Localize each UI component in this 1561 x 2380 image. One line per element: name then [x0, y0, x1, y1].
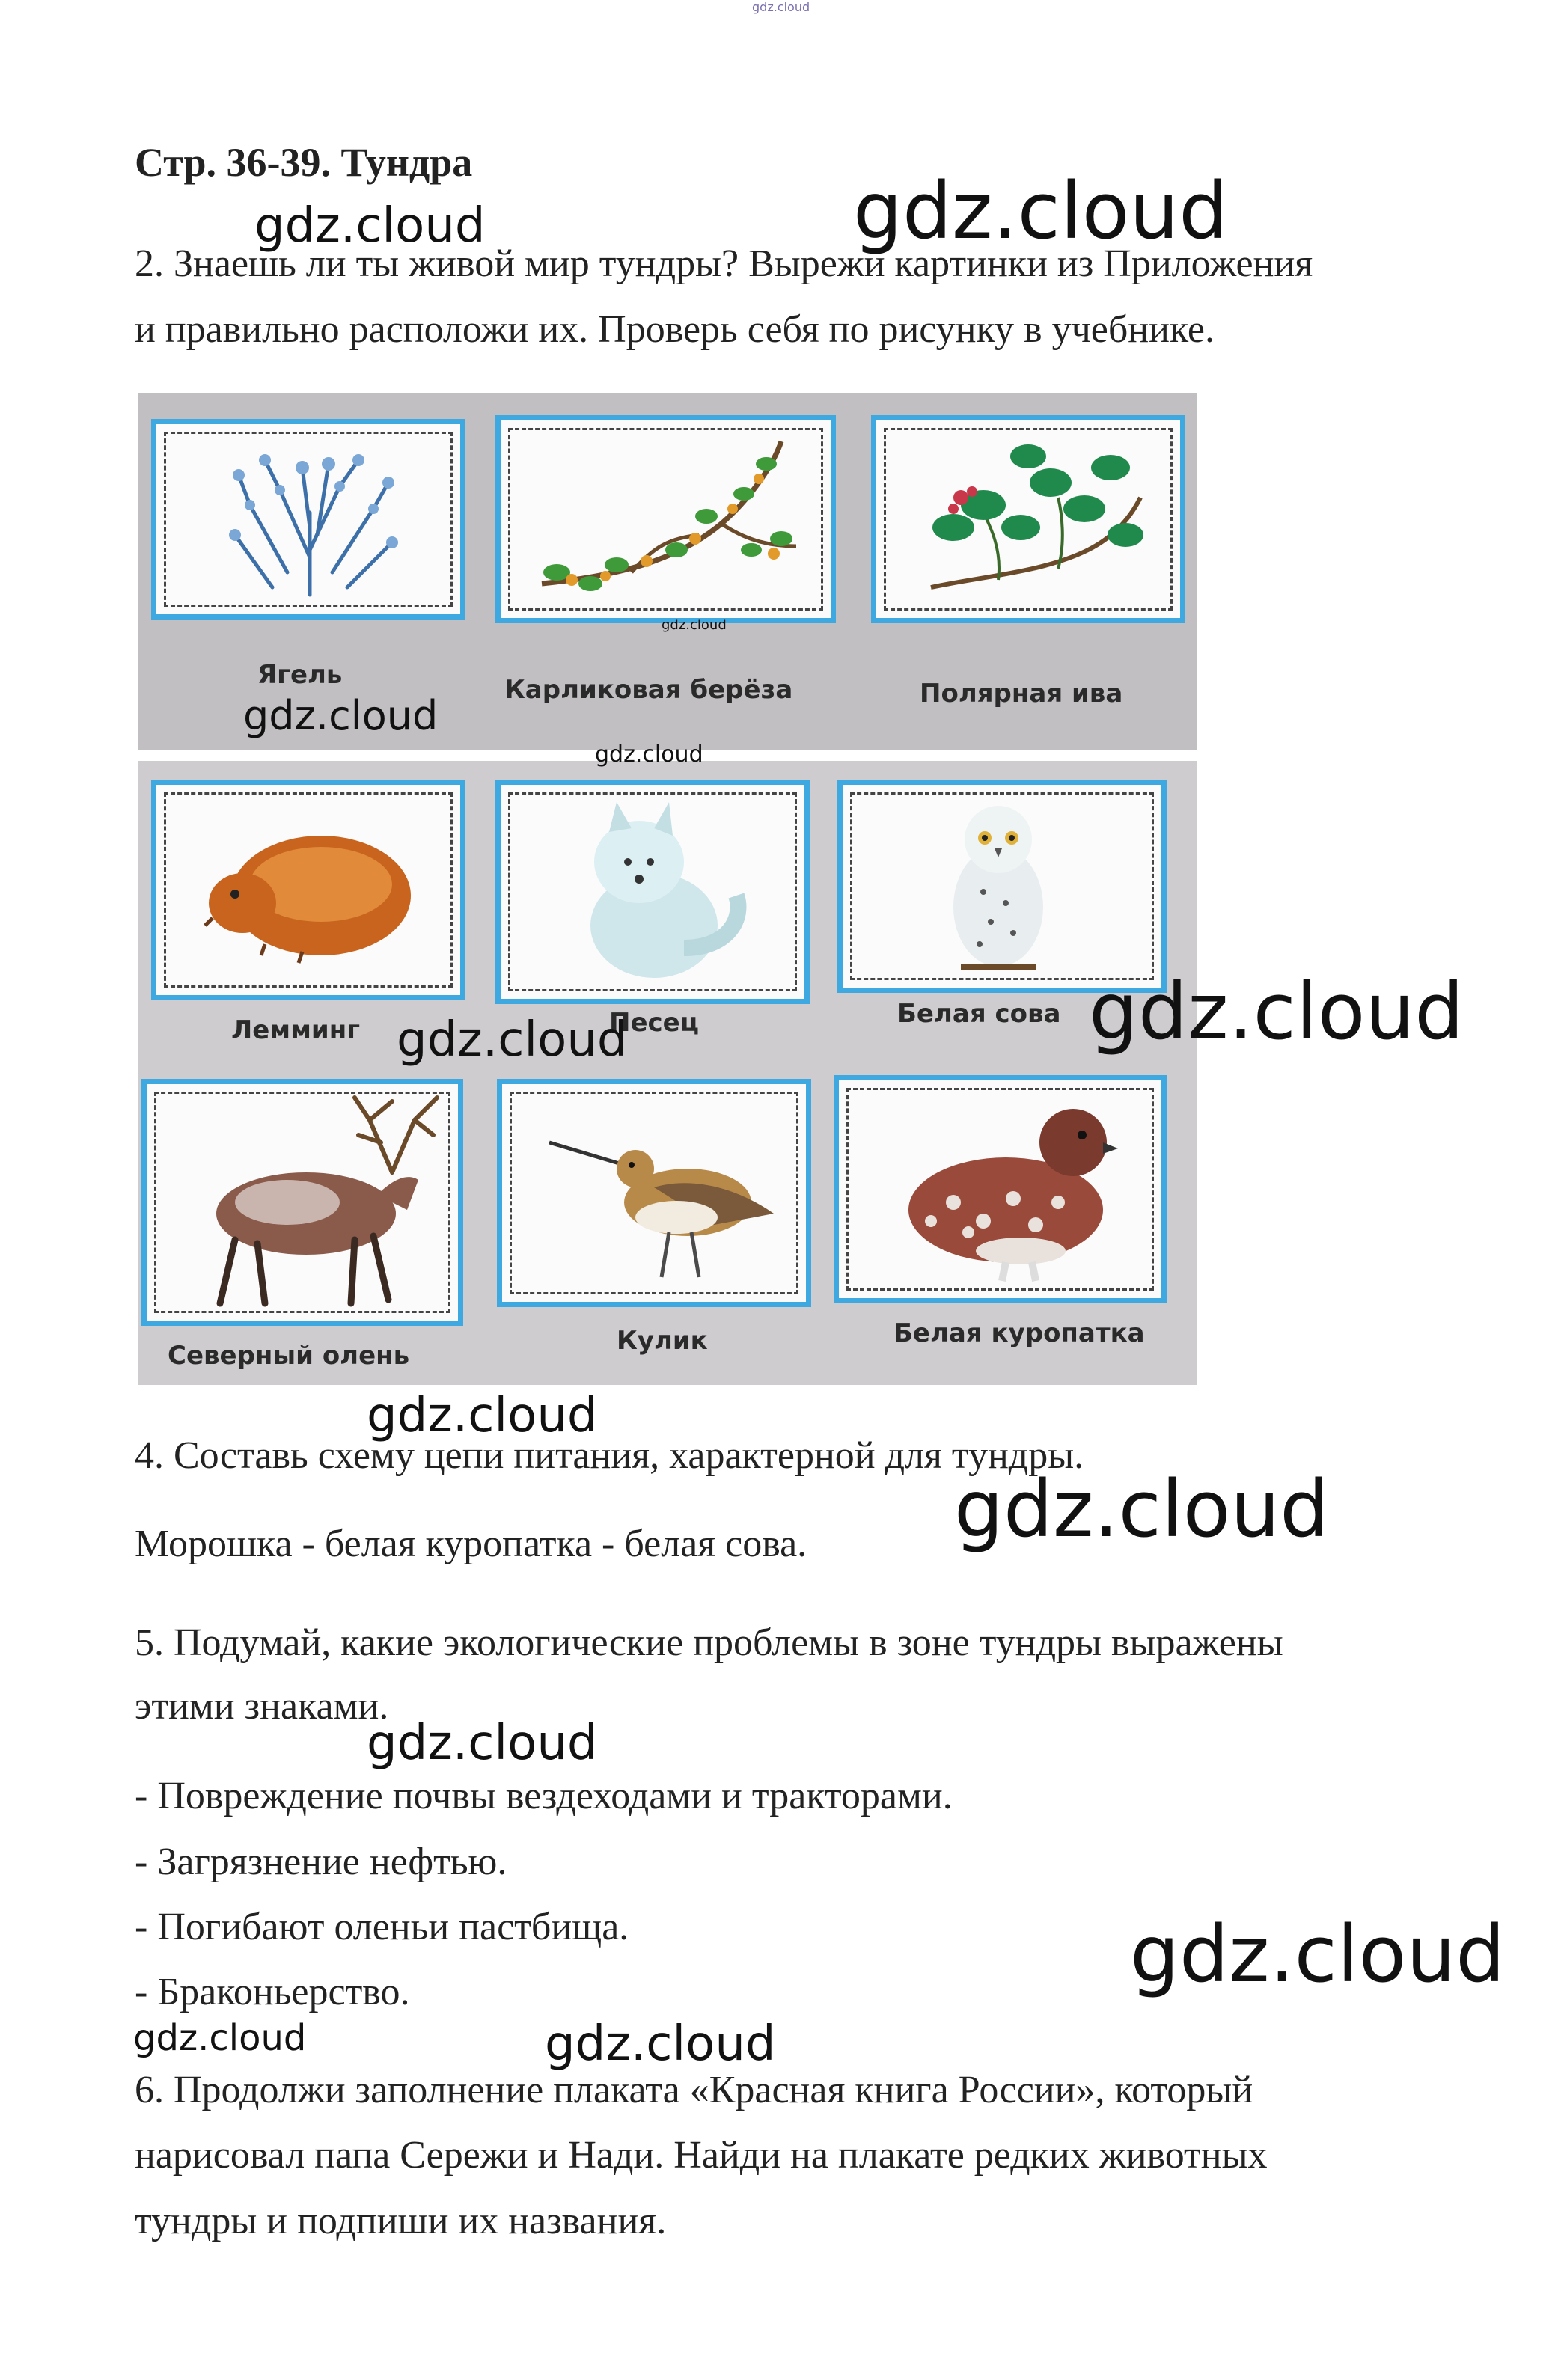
task2-line1: 2. Знаешь ли ты живой мир тундры? Вырежи картинки из Приложения	[135, 242, 1313, 285]
watermark: gdz.cloud	[954, 1463, 1330, 1555]
animal-caption-sandpiper: Кулик	[617, 1326, 708, 1356]
animal-caption-reindeer: Северный олень	[168, 1341, 410, 1371]
animal-caption-snowy-owl: Белая сова	[897, 999, 1061, 1029]
watermark: gdz.cloud	[243, 692, 439, 739]
sandpiper-icon	[542, 1098, 789, 1292]
task5-item: - Загрязнение нефтью.	[135, 1841, 507, 1883]
watermark: gdz.cloud	[397, 1012, 628, 1068]
watermark: gdz.cloud	[595, 741, 703, 768]
watermark: gdz.cloud	[1089, 966, 1464, 1057]
watermark: gdz.cloud	[254, 198, 486, 254]
arctic-fox-icon	[557, 798, 751, 985]
polar-willow-icon	[908, 438, 1155, 602]
plant-caption-dwarf-birch: Карликовая берёза	[504, 675, 793, 705]
task6-line3: тундры и подпиши их названия.	[135, 2200, 667, 2242]
task5-item: - Браконьерство.	[135, 1971, 410, 2013]
lemming-icon	[190, 813, 430, 970]
dwarf-birch-icon	[527, 434, 811, 606]
watermark: gdz.cloud	[1130, 1909, 1506, 2000]
plant-caption-polar-willow: Полярная ива	[920, 679, 1123, 709]
reindeer-icon	[168, 1090, 459, 1315]
task5-item: - Повреждение почвы вездеходами и тракторами.	[135, 1775, 953, 1817]
watermark: gdz.cloud	[133, 2017, 307, 2059]
watermark: gdz.cloud	[545, 2016, 776, 2072]
task5-line1: 5. Подумай, какие экологические проблемы в зоне тундры выражены	[135, 1621, 1283, 1664]
ptarmigan-icon	[886, 1083, 1133, 1292]
animal-caption-lemming: Лемминг	[231, 1015, 360, 1045]
task4-answer: Морошка - белая куропатка - белая сова.	[135, 1523, 807, 1565]
task5-item: - Погибают оленьи пастбища.	[135, 1906, 629, 1948]
watermark: gdz.cloud	[367, 1388, 598, 1443]
animal-caption-ptarmigan: Белая куропатка	[893, 1318, 1145, 1348]
plant-caption-lichen: Ягель	[257, 660, 343, 690]
task5-line2: этими знаками.	[135, 1685, 389, 1728]
snowy-owl-icon	[931, 795, 1066, 974]
watermark-top: gdz.cloud	[752, 0, 810, 14]
watermark: gdz.cloud	[367, 1716, 598, 1771]
task4-question: 4. Составь схему цепи питания, характерной для тундры.	[135, 1434, 1084, 1477]
lichen-icon	[198, 445, 422, 602]
page-title: Стр. 36-39. Тундра	[135, 140, 473, 185]
watermark-in-photo: gdz.cloud	[662, 617, 727, 633]
task2-line2: и правильно расположи их. Проверь себя по рисунку в учебнике.	[135, 308, 1215, 351]
animals-photo	[138, 761, 1197, 1385]
task6-line2: нарисовал папа Сережи и Нади. Найди на плакате редких животных	[135, 2134, 1268, 2176]
watermark: gdz.cloud	[853, 165, 1229, 257]
task6-line1: 6. Продолжи заполнение плаката «Красная книга России», который	[135, 2069, 1253, 2111]
animal-caption-arctic-fox: Песец	[609, 1008, 699, 1038]
